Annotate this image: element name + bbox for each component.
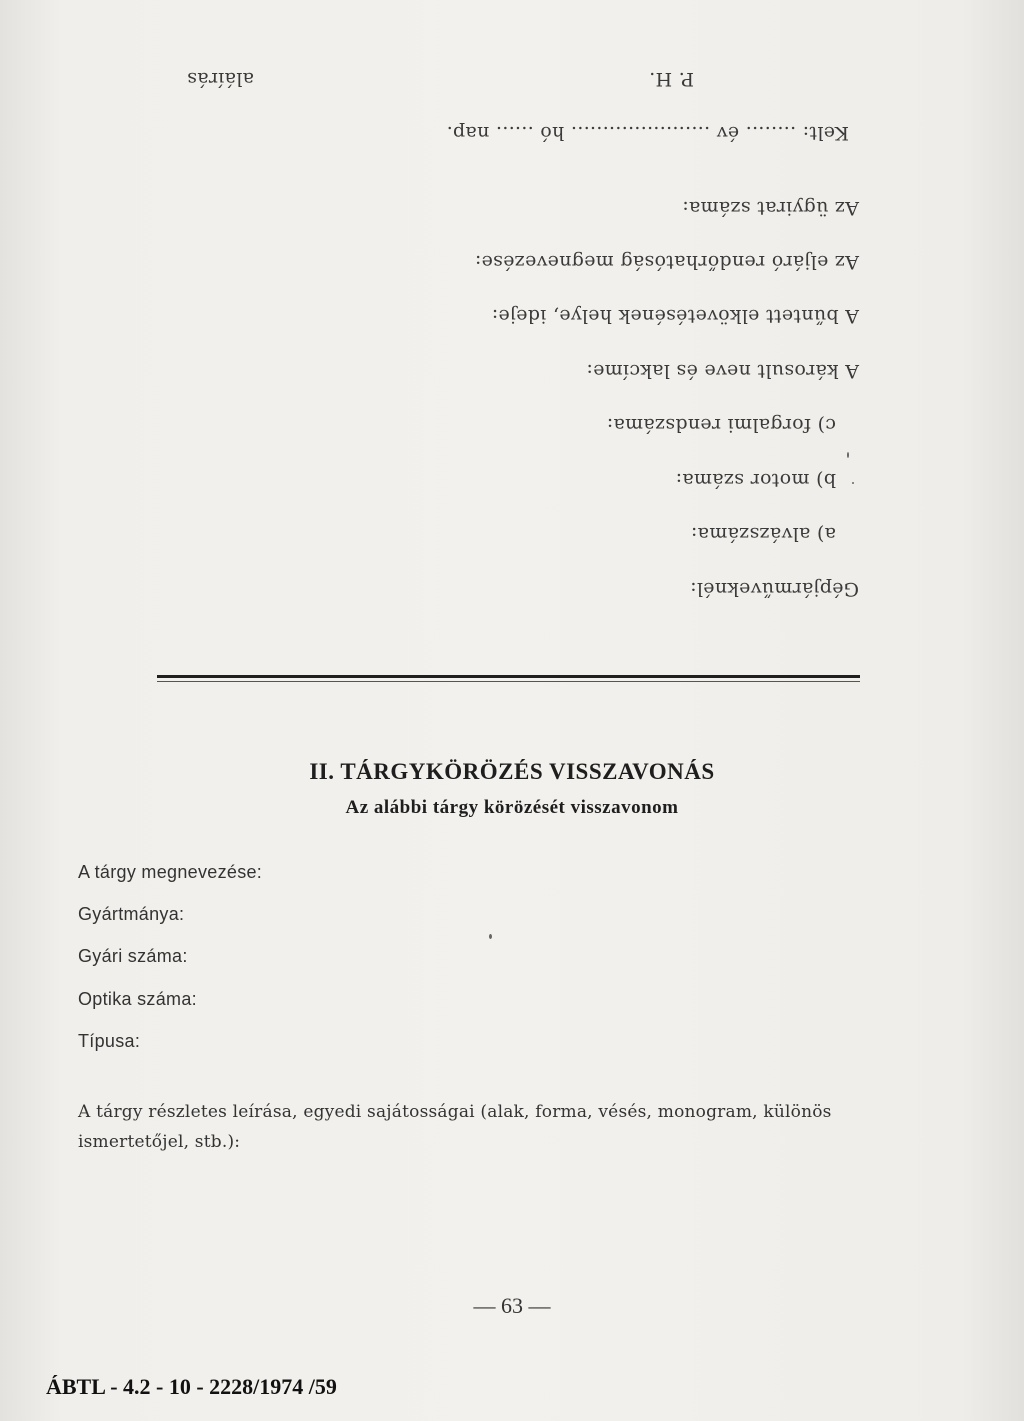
section-subtitle: Az alábbi tárgy körözését visszavonom [345, 797, 679, 818]
page-number: — 63 — [473, 1293, 551, 1318]
paper-speck [489, 934, 492, 939]
section-divider [157, 675, 860, 678]
field-optics-number: Optika száma: [78, 989, 197, 1009]
upside-down-form-section [0, 60, 1024, 680]
field-make: Gyártmánya: [78, 904, 185, 924]
upside-field-crime-place: A bűntett elkövetésének helye, ideje: [491, 305, 859, 327]
upside-field-chassis: a) alvázszáma: [690, 523, 836, 545]
upside-field-authority: Az eljáró rendőrhatóság megnevezése: [474, 251, 859, 273]
upside-field-case-number: Az ügyirat száma: [682, 197, 859, 219]
paper-speck [852, 482, 854, 484]
upside-header-left: P. H. [648, 68, 694, 90]
upside-field-motor: b) motor száma: [675, 469, 836, 491]
upside-field-vehicles: Gépjárműveknél: [689, 578, 859, 600]
upside-header-right: aláírás [186, 68, 254, 90]
section-divider-thin [157, 681, 860, 682]
field-type: Típusa: [78, 1031, 141, 1051]
upside-field-victim: A károsult neve és lakcíme: [586, 360, 859, 382]
archive-reference: ÁBTL - 4.2 - 10 - 2228/1974 /59 [46, 1374, 337, 1399]
upside-date-line: Kelt: ........ év ...................... hó ...... nap. [446, 122, 849, 144]
field-serial-number: Gyári száma: [78, 946, 188, 966]
field-object-name: A tárgy megnevezése: [78, 862, 263, 882]
section-title: II. TÁRGYKÖRÖZÉS VISSZAVONÁS [309, 759, 715, 784]
description-prompt: A tárgy részletes leírása, egyedi sajátosságai (alak, forma, vésés, monogram, különös ismertetőjel, stb.): [78, 1102, 832, 1152]
paper-speck [847, 452, 849, 458]
upside-field-registration: c) forgalmi rendszáma: [606, 414, 836, 436]
